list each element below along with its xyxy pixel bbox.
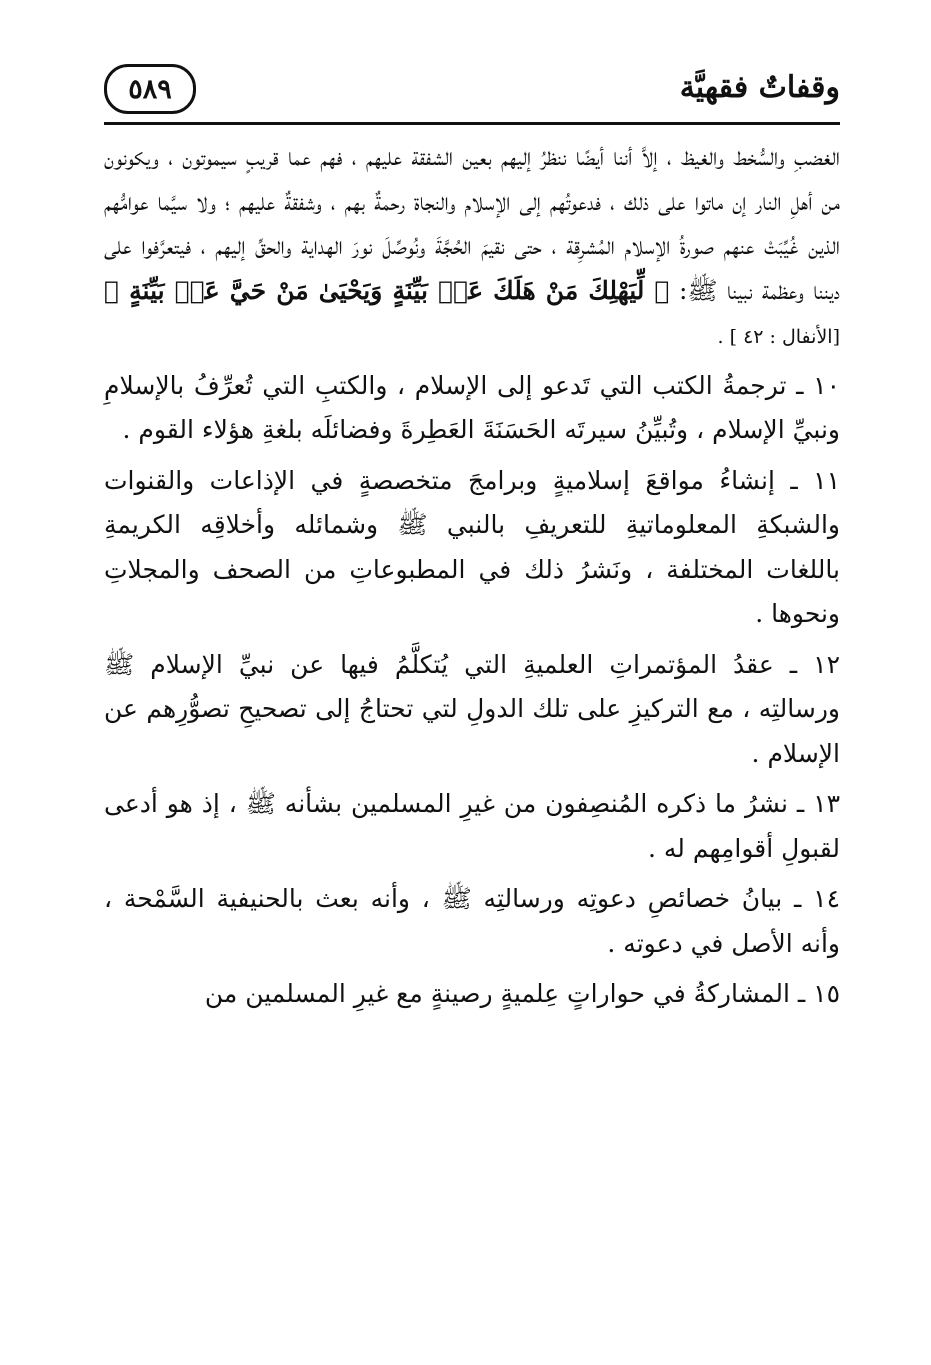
- paragraph: ١٢ ـ عقدُ المؤتمراتِ العلميةِ التي يُتكلَّمُ فيها عن نبيِّ الإسلام ﷺ ورسالتِه ، مع التركيزِ على تلك الدولِ لتي تحتاجُ إلى تصحيحِ تصوُّرِهم عن الإسلام .: [104, 649, 840, 768]
- verse-reference: [الأنفال : ٤٢ ] .: [717, 326, 840, 348]
- body-text: [104, 135, 840, 1023]
- page-header: [104, 52, 840, 124]
- paragraph: ١٤ ـ بيانُ خصائصِ دعوتِه ورسالتِه ﷺ ، وأنه بعث بالحنيفية السَّمْحة ، وأنه الأصل في دعوته .: [104, 884, 840, 958]
- paragraph: ١١ ـ إنشاءُ مواقعَ إسلاميةٍ وبرامجَ متخصصةٍ في الإذاعات والقنوات والشبكةِ المعلوماتيةِ للتعريفِ بالنبي ﷺ وشمائله وأخلاقِه الكريمةِ باللغات المختلفة ، ونَشرُ ذلك في المطبوعاتِ من الصحف والمجلاتِ ونحوها .: [104, 465, 840, 628]
- paragraph-text: الغضبِ والسُّخط والغيظ ، إلاَّ أننا أيضًا ننظرُ إليهم بعين الشفقة عليهم ، فهم عما قريبٍ سيموتون ، ويكونون من أهلِ النار إن ماتوا على ذلك ، فدعوتُهم إلى الإسلام والنجاة رحمةٌ بهم ، وشفقةٌ عليهم ؛ ولا سيَّما عوامُّهم الذين غُيِّبَتْ عنهم صورةُ الإسلام المُشرِقة ، حتى نقيمَ الحُجَّةَ ونُوصِّلَ نورَ الهداية والحقِّ إليهم ، فيتعرَّفوا على ديننا وعظمة نبينا ﷺ:: [104, 142, 841, 305]
- paragraph: [104, 135, 840, 358]
- running-title: وقفاتٌ فقهيَّة: [679, 70, 840, 105]
- header-divider: [104, 122, 840, 125]
- paragraph: ١٠ ـ ترجمةُ الكتب التي تَدعو إلى الإسلام ، والكتبِ التي تُعرِّفُ بالإسلامِ ونبيِّ الإسلام ، وتُبيِّنُ سيرتَه الحَسَنَةَ العَطِرةَ وفضائلَه بلغةِ هؤلاء القوم .: [104, 370, 840, 444]
- page-number-badge: [104, 64, 196, 114]
- paragraph: ١٣ ـ نشرُ ما ذكره المُنصِفون من غيرِ المسلمين بشأنه ﷺ ، إذ هو أدعى لقبولِ أقوامِهم له .: [104, 789, 841, 863]
- quran-verse: ﴿ لِّيَهْلِكَ مَنْ هَلَكَ عَنۢ بَيِّنَةٍ وَيَحْيَىٰ مَنْ حَيَّ عَنۢ بَيِّنَةٍ ﴾: [104, 275, 670, 305]
- page-number: ٥٨٩: [128, 73, 172, 105]
- paragraph: ١٥ ـ المشاركةُ في حواراتٍ عِلميةٍ رصينةٍ مع غيرِ المسلمين من: [204, 979, 840, 1008]
